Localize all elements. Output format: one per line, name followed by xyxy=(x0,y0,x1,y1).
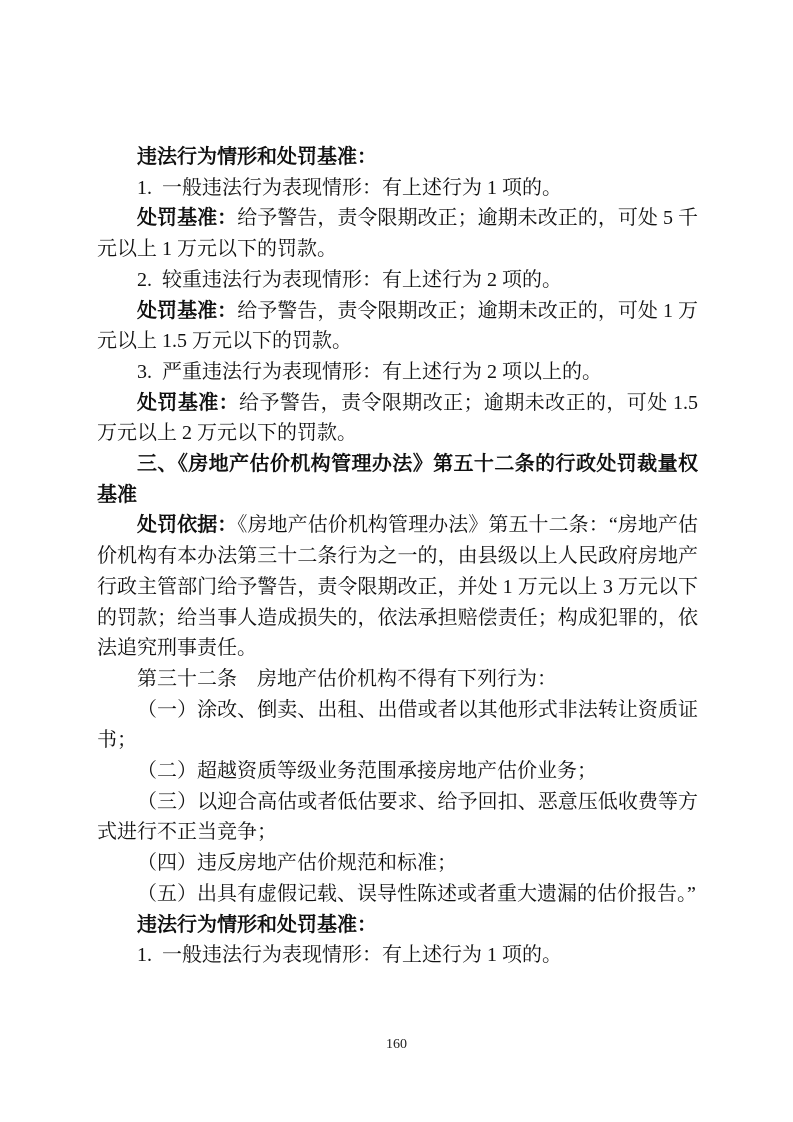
bold-prefix: 处罚基准： xyxy=(137,391,240,414)
paragraph: 1. 一般违法行为表现情形：有上述行为 1 项的。 xyxy=(137,944,562,967)
bold-prefix: 处罚依据： xyxy=(137,514,238,537)
section-heading: 违法行为情形和处罚基准： xyxy=(137,913,377,936)
paragraph: 处罚基准：给予警告，责令限期改正；逾期未改正的，可处 1 万元以上 1.5 万元以下的罚款。 xyxy=(97,299,699,353)
section-heading: 三、《房地产估价机构管理办法》第五十二条的行政处罚裁量权基准 xyxy=(97,453,698,506)
paragraph: 处罚基准：给予警告，责令限期改正；逾期未改正的，可处 5 千元以上 1 万元以下的罚款。 xyxy=(97,207,699,261)
section-heading: 违法行为情形和处罚基准： xyxy=(137,146,377,168)
paragraph: 3. 严重违法行为表现情形：有上述行为 2 项以上的。 xyxy=(137,360,602,383)
paragraph: （三）以迎合高估或者低估要求、给予回扣、恶意压低收费等方式进行不正当竞争； xyxy=(97,790,698,844)
paragraph: 处罚基准：给予警告，责令限期改正；逾期未改正的，可处 1.5 万元以上 2 万元以下的罚款。 xyxy=(97,391,699,445)
paragraph: （四）违反房地产估价规范和标准； xyxy=(137,852,457,875)
paragraph: （一）涂改、倒卖、出租、出借或者以其他形式非法转让资质证书； xyxy=(97,698,698,752)
paragraph: 第三十二条 房地产估价机构不得有下列行为： xyxy=(137,667,557,690)
paragraph: 处罚依据：《房地产估价机构管理办法》第五十二条：“房地产估价机构有本办法第三十二条行为之一的，由县级以上人民政府房地产行政主管部门给予警告，责令限期改正，并处 1 万元以上 3 万元以下的罚款；给当事人造成损失的，依法承担赔偿责任；构成犯罪的，依法追究刑事责任。 xyxy=(97,514,698,660)
paragraph: 1. 一般违法行为表现情形：有上述行为 1 项的。 xyxy=(137,176,562,199)
paragraph: （二）超越资质等级业务范围承接房地产估价业务； xyxy=(137,760,597,783)
document-body xyxy=(97,142,698,971)
paragraph: （五）出具有虚假记载、误导性陈述或者重大遗漏的估价报告。” xyxy=(137,882,696,905)
page-number: 160 xyxy=(386,1037,407,1052)
bold-prefix: 处罚基准： xyxy=(137,207,238,230)
bold-prefix: 处罚基准： xyxy=(137,299,238,322)
paragraph: 2. 较重违法行为表现情形：有上述行为 2 项的。 xyxy=(137,268,562,291)
